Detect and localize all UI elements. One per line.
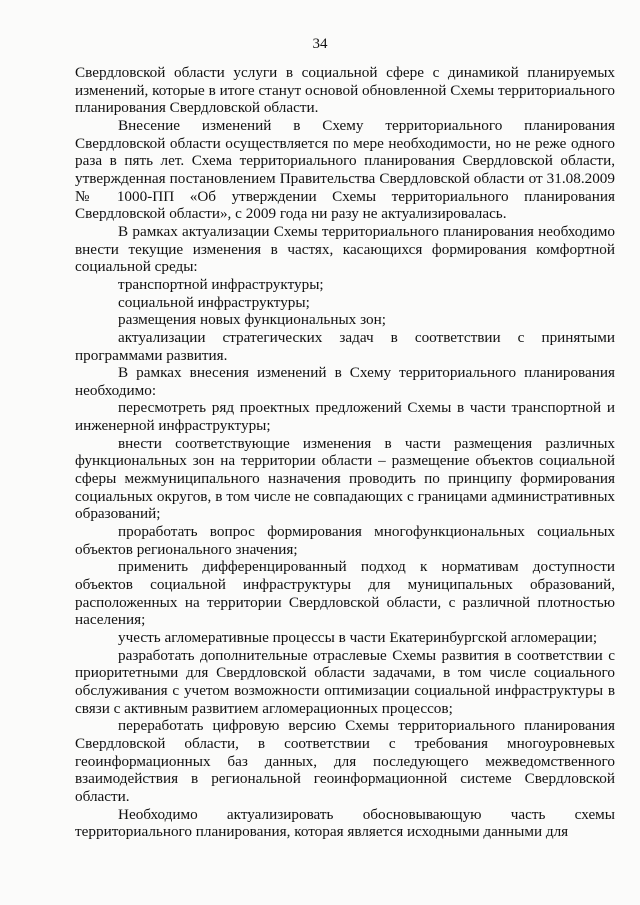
paragraph-scheme-changes: Внесение изменений в Схему территориального планирования Свердловской области осуществляется по мере необходимости, но не реже одного раза в пять лет. Схема территориального планирования Свердловской области, утвержденная постановлением Правительства Свердловской области от 31.08.2009 № 1000-ПП «Об утверждении Схемы территориального планирования Свердловской области», с 2009 года ни разу не актуализировалась.	[75, 116, 615, 223]
list-item: размещения новых функциональных зон;	[118, 311, 386, 329]
list-item: актуализации стратегических задач в соответствии с принятыми программами развития.	[75, 328, 615, 364]
paragraph-continuation: Свердловской области услуги в социальной сфере с динамикой планируемых изменений, которые в итоге станут основой обновленной Схемы территориального планирования Свердловской области.	[75, 64, 615, 117]
paragraph-actualization-scope: В рамках актуализации Схемы территориального планирования необходимо внести текущие изменения в частях, касающихся формирования комфортной социальной среды:	[75, 222, 615, 276]
document-body	[75, 64, 615, 841]
list-item: разработать дополнительные отраслевые Схемы развития в соответствии с приоритетными для Свердловской области задачами, в том числе социального обслуживания с учетом возможности оптимизации социальной инфраструктуры в связи с активным развитием агломерационных процессов;	[75, 646, 615, 717]
paragraph-closing: Необходимо актуализировать обосновывающую часть схемы территориального планирования, которая является исходными данными для	[75, 805, 615, 841]
list-item: транспортной инфраструктуры;	[118, 275, 324, 293]
list-item: учесть агломеративные процессы в части Екатеринбургской агломерации;	[118, 629, 598, 646]
list-item: проработать вопрос формирования многофункциональных социальных объектов регионального значения;	[75, 523, 615, 558]
list-item: пересмотреть ряд проектных предложений Схемы в части транспортной и инженерной инфраструктуры;	[75, 399, 615, 435]
actualization-list	[75, 276, 615, 364]
list-item: переработать цифровую версию Схемы территориального планирования Свердловской области, в соответствии с требования многоуровневых геоинформационных баз данных, для последующего межведомственного взаимодействия в региональной геоинформационной системе Свердловской области.	[75, 717, 615, 805]
list-item: социальной инфраструктуры;	[118, 293, 310, 311]
page-number: 34	[312, 36, 328, 52]
paragraph-required-actions-intro: В рамках внесения изменений в Схему территориального планирования необходимо:	[75, 364, 615, 399]
list-item: внести соответствующие изменения в части размещения различных функциональных зон на территории области – размещение объектов социальной сферы межмуниципального назначения проводить по принципу формирования социальных округов, в том числе не совпадающих с границами административных образований;	[75, 434, 615, 523]
required-actions-list	[75, 399, 615, 805]
list-item: применить дифференцированный подход к нормативам доступности объектов социальной инфраструктуры для муниципальных образований, расположенных на территории Свердловской области, с различной плотностью населения;	[75, 558, 615, 629]
